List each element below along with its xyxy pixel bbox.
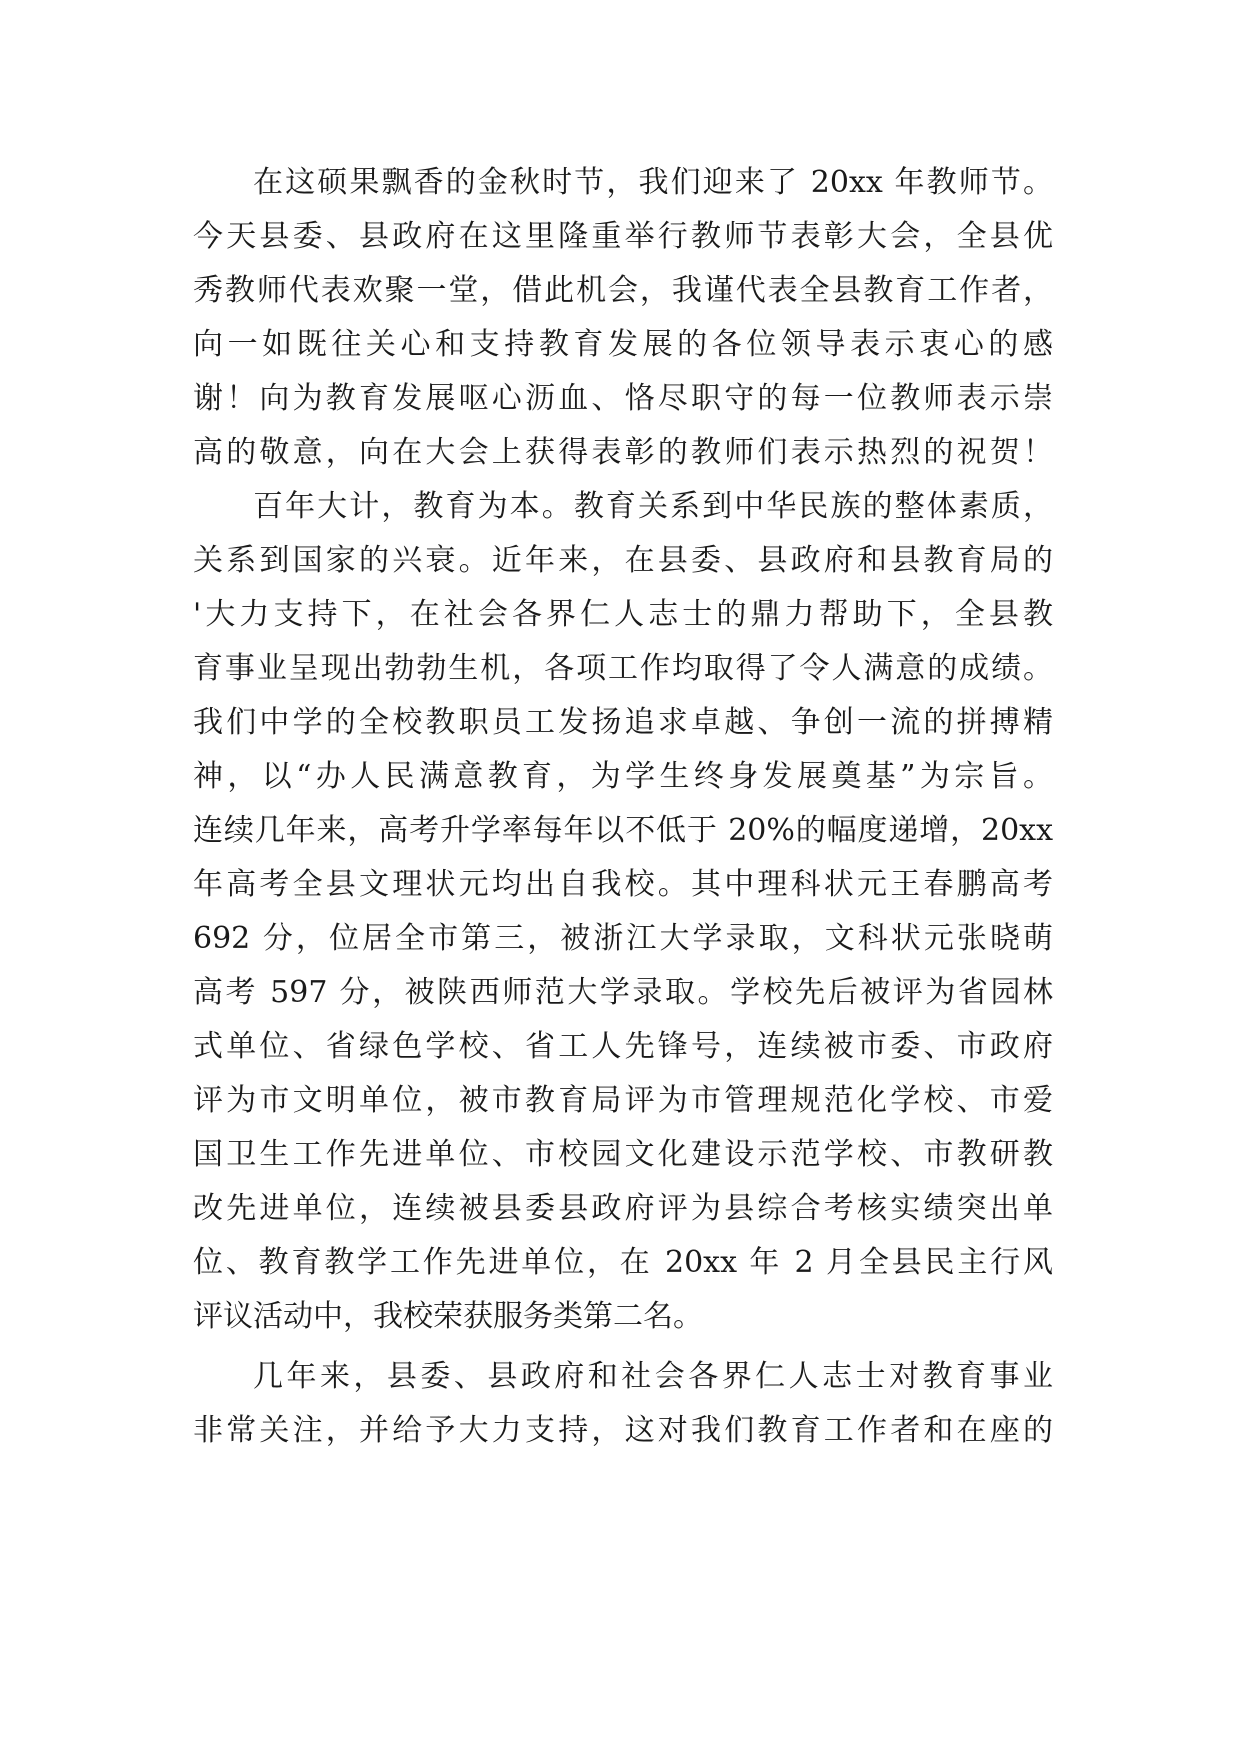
text-line: 百年大计，教育为本。教育关系到中华民族的整体素质， <box>253 489 1053 524</box>
text-line: 谢！向为教育发展呕心沥血、恪尽职守的每一位教师表示崇 <box>193 381 1053 416</box>
paragraph <box>193 156 1053 480</box>
text-line: 式单位、省绿色学校、省工人先锋号，连续被市委、市政府 <box>193 1029 1053 1064</box>
text-line: '大力支持下，在社会各界仁人志士的鼎力帮助下，全县教 <box>193 597 1053 632</box>
text-line: 非常关注，并给予大力支持，这对我们教育工作者和在座的 <box>193 1413 1053 1448</box>
text-line: 改先进单位，连续被县委县政府评为县综合考核实绩突出单 <box>193 1191 1053 1226</box>
text-line: 育事业呈现出勃勃生机，各项工作均取得了令人满意的成绩。 <box>193 651 1053 686</box>
text-line: 位、教育教学工作先进单位，在 20xx 年 2 月全县民主行风 <box>193 1245 1053 1280</box>
text-line: 评议活动中，我校荣获服务类第二名。 <box>193 1299 703 1334</box>
text-line: 年高考全县文理状元均出自我校。其中理科状元王春鹏高考 <box>193 867 1053 902</box>
text-line: 连续几年来，高考升学率每年以不低于 20%的幅度递增，20xx <box>193 813 1053 848</box>
text-line: 高考 597 分，被陕西师范大学录取。学校先后被评为省园林 <box>193 975 1053 1010</box>
text-line: 神，以“办人民满意教育，为学生终身发展奠基”为宗旨。 <box>193 759 1053 794</box>
text-line: 评为市文明单位，被市教育局评为市管理规范化学校、市爱 <box>193 1083 1053 1118</box>
text-line: 高的敬意，向在大会上获得表彰的教师们表示热烈的祝贺！ <box>193 435 1053 470</box>
text-line: 我们中学的全校教职员工发扬追求卓越、争创一流的拼搏精 <box>193 705 1053 740</box>
text-line: 今天县委、县政府在这里隆重举行教师节表彰大会，全县优 <box>193 219 1053 254</box>
document-body <box>193 156 1053 1458</box>
text-line: 关系到国家的兴衰。近年来，在县委、县政府和县教育局的 <box>193 543 1053 578</box>
text-line: 在这硕果飘香的金秋时节，我们迎来了 20xx 年教师节。 <box>253 165 1053 200</box>
text-line: 国卫生工作先进单位、市校园文化建设示范学校、市教研教 <box>193 1137 1053 1172</box>
text-line: 向一如既往关心和支持教育发展的各位领导表示衷心的感 <box>193 327 1053 362</box>
paragraph <box>193 1350 1053 1458</box>
text-line: 692 分，位居全市第三，被浙江大学录取，文科状元张晓萌 <box>193 921 1053 956</box>
text-line: 几年来，县委、县政府和社会各界仁人志士对教育事业 <box>253 1359 1053 1394</box>
paragraph <box>193 480 1053 1344</box>
text-line: 秀教师代表欢聚一堂，借此机会，我谨代表全县教育工作者， <box>193 273 1053 308</box>
